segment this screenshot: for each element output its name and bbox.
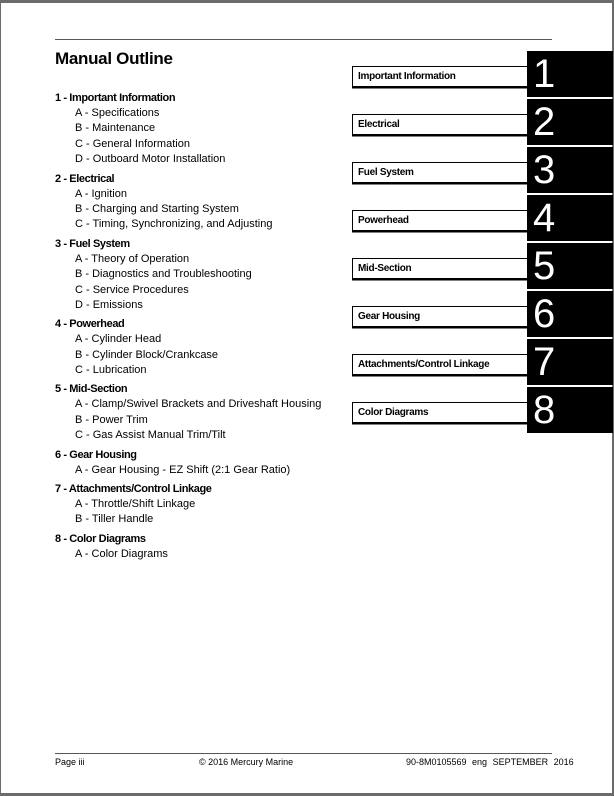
subsection-item[interactable]: A - Specifications	[75, 107, 160, 119]
subsection-item[interactable]: C - Gas Assist Manual Trim/Tilt	[75, 429, 226, 442]
section-heading[interactable]: 7 - Attachments/Control Linkage	[55, 483, 212, 496]
tab-label-fuel-system[interactable]: Fuel System	[352, 162, 532, 183]
section-heading[interactable]: 6 - Gear Housing	[55, 448, 137, 461]
subsection-item[interactable]: B - Charging and Starting System	[75, 202, 239, 215]
tab-label-electrical[interactable]: Electrical	[352, 114, 532, 135]
subsection-item[interactable]: D - Emissions	[75, 298, 143, 311]
subsection-item[interactable]: C - Timing, Synchronizing, and Adjusting	[75, 218, 273, 231]
tab-label-mid-section[interactable]: Mid-Section	[352, 258, 532, 279]
footer-rule	[55, 753, 552, 754]
subsection-item[interactable]: D - Outboard Motor Installation	[75, 153, 226, 166]
outline-section	[55, 237, 345, 314]
subsection-item[interactable]: C - General Information	[75, 137, 190, 150]
outline-section	[55, 382, 345, 443]
section-heading[interactable]: 2 - Electrical	[55, 172, 115, 185]
subsection-item[interactable]: B - Diagnostics and Troubleshooting	[75, 268, 252, 281]
subsection-item[interactable]: C - Service Procedures	[75, 283, 189, 296]
subsection-item[interactable]: A - Throttle/Shift Linkage	[75, 498, 196, 511]
tab-number-5[interactable]: 5	[527, 243, 613, 289]
subsection-item[interactable]: A - Gear Housing - EZ Shift (2:1 Gear Ratio)	[75, 463, 291, 476]
subsection-item[interactable]: A - Color Diagrams	[75, 547, 168, 560]
manual-page	[1, 3, 612, 793]
subsection-item[interactable]: B - Power Trim	[75, 413, 148, 426]
tab-number-8[interactable]: 8	[527, 387, 613, 433]
footer-copyright: © 2016 Mercury Marine	[199, 757, 294, 767]
tab-number-7[interactable]: 7	[527, 339, 613, 385]
tab-label-gear-housing[interactable]: Gear Housing	[352, 306, 532, 327]
tab-label-important-information[interactable]: Important Information	[352, 66, 532, 87]
section-heading[interactable]: 5 - Mid-Section	[55, 383, 128, 396]
header-rule	[55, 39, 552, 40]
tab-number-1[interactable]: 1	[527, 51, 613, 97]
outline-section	[55, 448, 345, 478]
outline-section	[55, 532, 345, 562]
section-heading[interactable]: 3 - Fuel System	[55, 237, 130, 250]
tab-number-6[interactable]: 6	[527, 291, 613, 337]
tab-number-3[interactable]: 3	[527, 147, 613, 193]
outline-section	[55, 482, 345, 528]
outline-list	[55, 91, 345, 566]
footer-document-info: 90-8M0105569 eng SEPTEMBER 2016	[406, 757, 574, 767]
outline-section	[55, 172, 345, 233]
subsection-item[interactable]: A - Cylinder Head	[75, 333, 162, 346]
tab-number-2[interactable]: 2	[527, 99, 613, 145]
subsection-item[interactable]: A - Theory of Operation	[75, 252, 190, 265]
subsection-item[interactable]: B - Maintenance	[75, 122, 156, 135]
outline-section	[55, 317, 345, 378]
tab-label-powerhead[interactable]: Powerhead	[352, 210, 532, 231]
tab-label-color-diagrams[interactable]: Color Diagrams	[352, 402, 532, 423]
outline-section	[55, 91, 345, 168]
section-heading[interactable]: 4 - Powerhead	[55, 318, 125, 331]
footer-page-number: Page iii	[55, 757, 85, 767]
subsection-item[interactable]: B - Cylinder Block/Crankcase	[75, 348, 219, 361]
page-title: Manual Outline	[55, 49, 173, 68]
tab-label-attachments-control-linkage[interactable]: Attachments/Control Linkage	[352, 354, 532, 375]
subsection-item[interactable]: C - Lubrication	[75, 364, 147, 377]
section-heading[interactable]: 1 - Important Information	[55, 92, 176, 104]
subsection-item[interactable]: B - Tiller Handle	[75, 513, 154, 526]
subsection-item[interactable]: A - Ignition	[75, 187, 127, 200]
section-heading[interactable]: 8 - Color Diagrams	[55, 532, 146, 545]
subsection-item[interactable]: A - Clamp/Swivel Brackets and Driveshaft Housing	[75, 398, 322, 411]
tab-number-4[interactable]: 4	[527, 195, 613, 241]
